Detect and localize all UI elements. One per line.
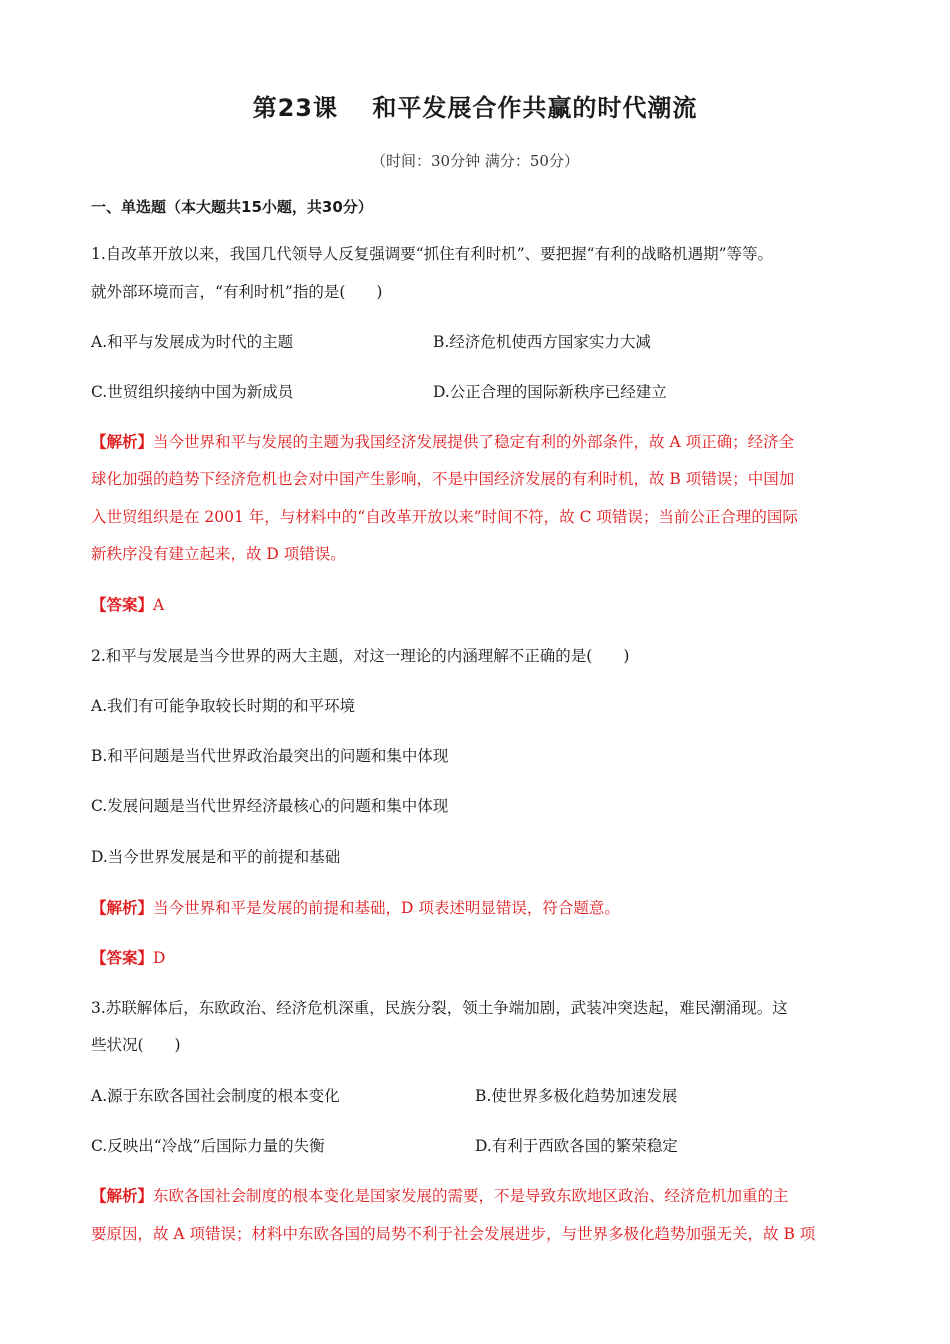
answer-value: A <box>153 596 165 614</box>
q2-analysis-line1: 【解析】当今世界和平是发展的前提和基础，D 项表述明显错误，符合题意。 <box>91 898 620 917</box>
q1-option-b: B.经济危机使西方国家实力大减 <box>433 333 651 351</box>
analysis-tag: 【解析】 <box>91 898 154 917</box>
q1-analysis-line3: 入世贸组织是在 2001 年，与材料中的“自改革开放以来”时间不符，故 C 项错误；当前公正合理的国际 <box>91 508 798 526</box>
q1-option-a: A.和平与发展成为时代的主题 <box>91 333 294 351</box>
exam-time-info: （时间：30分钟 满分：50分） <box>371 152 579 170</box>
answer-value: D <box>153 949 166 967</box>
q1-option-d: D.公正合理的国际新秩序已经建立 <box>433 383 667 401</box>
q1-answer <box>91 594 164 616</box>
q2-option-a: A.我们有可能争取较长时期的和平环境 <box>91 697 356 715</box>
q3-option-d: D.有利于西欧各国的繁荣稳定 <box>475 1137 678 1155</box>
q3-stem-line1: 3.苏联解体后，东欧政治、经济危机深重，民族分裂，领土争端加剧，武装冲突迭起，难民潮涌现。这 <box>91 999 788 1017</box>
q2-option-c: C.发展问题是当代世界经济最核心的问题和集中体现 <box>91 797 449 815</box>
answer-tag: 【答案】 <box>91 595 154 614</box>
q3-option-b: B.使世界多极化趋势加速发展 <box>475 1087 678 1105</box>
q1-analysis-line2: 球化加强的趋势下经济危机也会对中国产生影响，不是中国经济发展的有利时机，故 B 项错误；中国加 <box>91 470 795 488</box>
answer-tag: 【答案】 <box>91 948 154 967</box>
q1-stem-line2: 就外部环境而言，“有利时机”指的是( ) <box>91 283 383 301</box>
section-heading: 一、单选题（本大题共15小题，共30分） <box>91 198 373 216</box>
q2-option-b: B.和平问题是当代世界政治最突出的问题和集中体现 <box>91 747 449 765</box>
q1-analysis-line4: 新秩序没有建立起来，故 D 项错误。 <box>91 545 346 563</box>
q1-option-c: C.世贸组织接纳中国为新成员 <box>91 383 294 401</box>
q3-analysis-line1: 【解析】东欧各国社会制度的根本变化是国家发展的需要，不是导致东欧地区政治、经济危机加重的主 <box>91 1186 789 1205</box>
q1-stem-line1: 1.自改革开放以来，我国几代领导人反复强调要“抓住有利时机”、要把握“有利的战略机遇期”等等。 <box>91 245 773 263</box>
q3-stem-line2: 些状况( ) <box>91 1036 181 1054</box>
q2-option-d: D.当今世界发展是和平的前提和基础 <box>91 848 341 866</box>
q3-option-a: A.源于东欧各国社会制度的根本变化 <box>91 1087 340 1105</box>
analysis-tag: 【解析】 <box>91 432 154 451</box>
page-title: 第23课 和平发展合作共赢的时代潮流 <box>252 94 698 122</box>
q2-answer <box>91 947 165 969</box>
q3-option-c: C.反映出“冷战”后国际力量的失衡 <box>91 1137 325 1155</box>
analysis-tag: 【解析】 <box>91 1186 154 1205</box>
q2-stem: 2.和平与发展是当今世界的两大主题，对这一理论的内涵理解不正确的是( ) <box>91 647 630 665</box>
q3-analysis-line2: 要原因，故 A 项错误；材料中东欧各国的局势不利于社会发展进步，与世界多极化趋势加强无关，故 B 项 <box>91 1225 816 1243</box>
q1-analysis-line1: 【解析】当今世界和平与发展的主题为我国经济发展提供了稳定有利的外部条件，故 A 项正确；经济全 <box>91 432 795 451</box>
